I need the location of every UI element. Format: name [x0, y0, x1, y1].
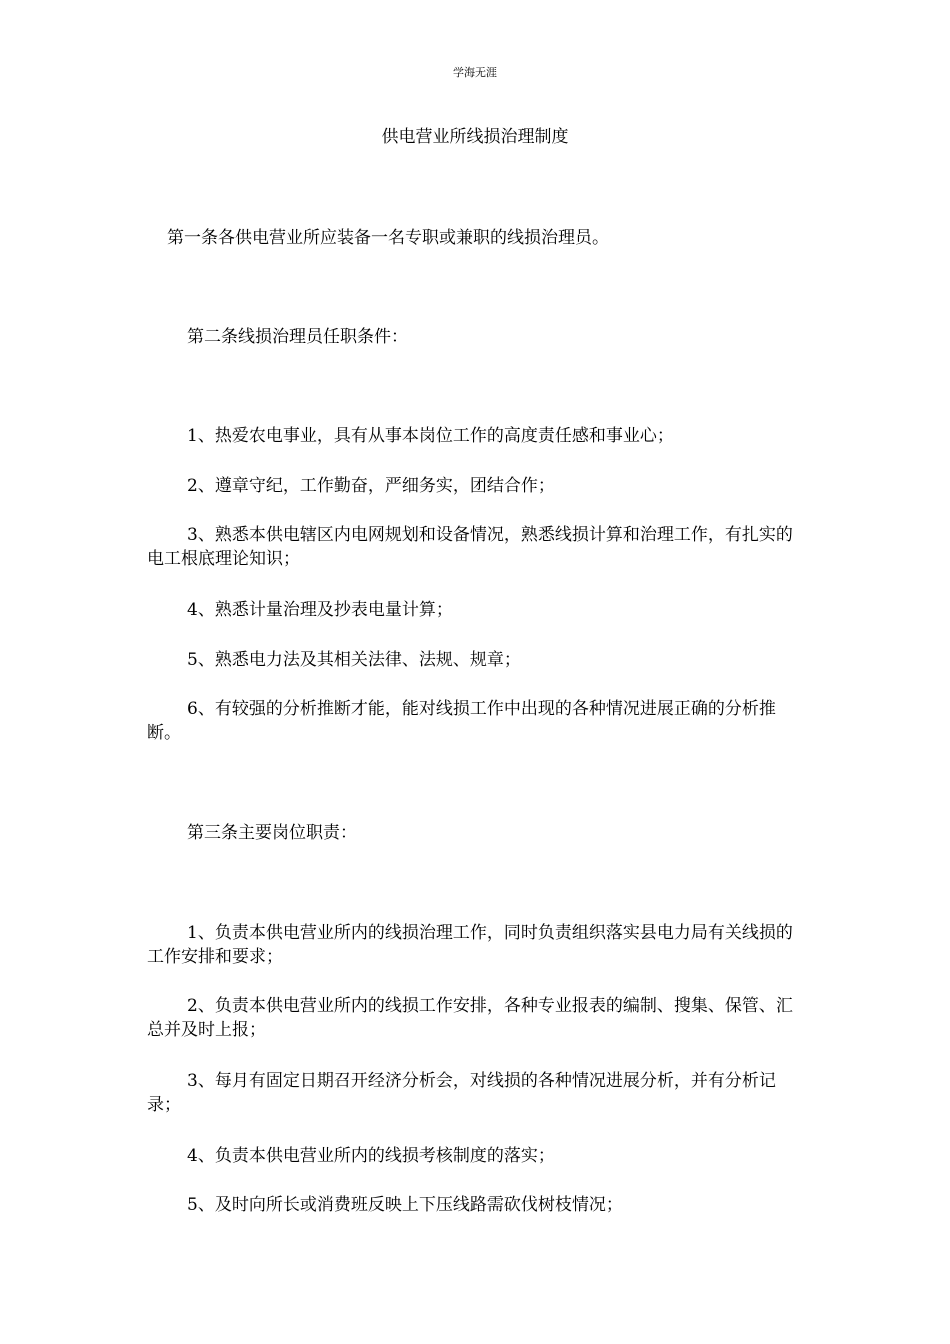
- article-2-item-4: 4、熟悉计量治理及抄表电量计算；: [187, 600, 453, 620]
- article-3-item-1: 1、负责本供电营业所内的线损治理工作，同时负责组织落实县电力局有关线损的工作安排和要求；: [147, 923, 793, 967]
- page-header: 学海无涯: [453, 66, 497, 79]
- article-2-heading: 第二条线损治理员任职条件：: [187, 327, 408, 347]
- article-3-item-4: 4、负责本供电营业所内的线损考核制度的落实；: [187, 1146, 555, 1166]
- article-2-item-5: 5、熟悉电力法及其相关法律、法规、规章；: [187, 650, 521, 670]
- article-2-item-1: 1、热爱农电事业，具有从事本岗位工作的高度责任感和事业心；: [187, 426, 674, 446]
- article-2-item-2: 2、遵章守纪，工作勤奋，严细务实，团结合作；: [187, 476, 555, 496]
- article-3-item-2: 2、负责本供电营业所内的线损工作安排，各种专业报表的编制、搜集、保管、汇总并及时上报；: [147, 996, 793, 1040]
- document-title: 供电营业所线损治理制度: [381, 127, 569, 147]
- article-2-item-3: 3、熟悉本供电辖区内电网规划和设备情况，熟悉线损计算和治理工作，有扎实的电工根底理论知识；: [147, 525, 793, 569]
- article-3-item-3: 3、每月有固定日期召开经济分析会，对线损的各种情况进展分析，并有分析记录；: [147, 1071, 776, 1115]
- article-3-item-5: 5、及时向所长或消费班反映上下压线路需砍伐树枝情况；: [187, 1195, 623, 1215]
- article-1: 第一条各供电营业所应装备一名专职或兼职的线损治理员。: [167, 228, 609, 248]
- article-3-heading: 第三条主要岗位职责：: [187, 823, 357, 843]
- article-2-item-6: 6、有较强的分析推断才能，能对线损工作中出现的各种情况进展正确的分析推断。: [147, 699, 776, 743]
